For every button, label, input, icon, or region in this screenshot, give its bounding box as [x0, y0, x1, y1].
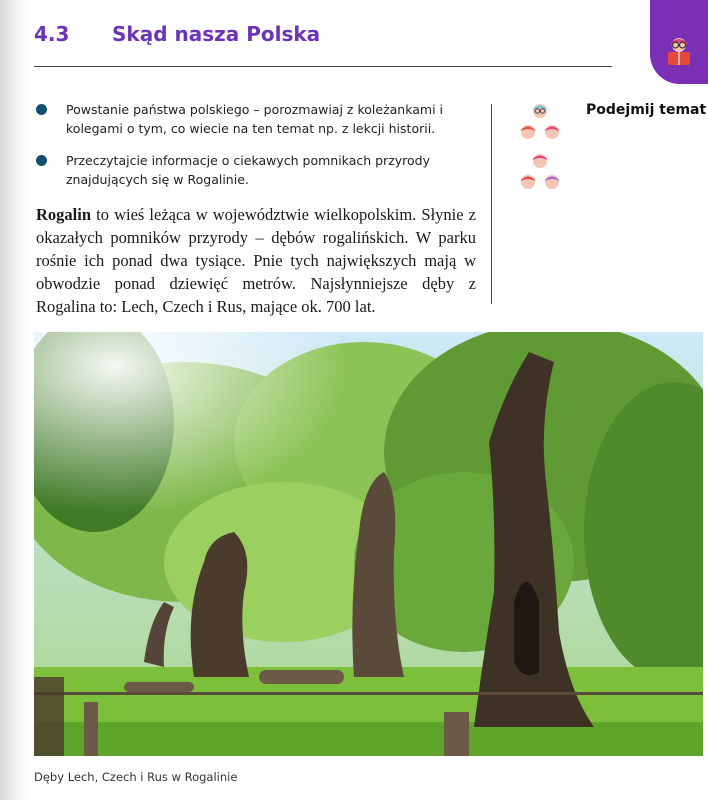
- article-body: to wieś leżąca w województwie wielkopolskim. Słynie z okazałych pomników przyrody – dębów rogalińskich. W parku rośnie ich ponad dwa tysiące. Pnie tych największych mają w obwodzie ponad dziewięć metrów. Najsłynniejsze dęby z Rogalina to: Lech, Czech i Rus, mające ok. 700 lat.: [36, 205, 476, 316]
- group-discussion-icon: [517, 152, 563, 194]
- header-divider: [34, 66, 612, 67]
- bullet-icon: [36, 155, 47, 166]
- section-header: [34, 22, 320, 46]
- chapter-ribbon: [650, 0, 708, 84]
- sidebar-divider: [491, 104, 492, 304]
- task-text: Powstanie państwa polskiego – porozmawiaj z koleżankami i kolegami o tym, co wiecie na ten temat np. z lekcji historii.: [66, 102, 443, 136]
- oak-trees-photo: [34, 332, 703, 756]
- task-item: [36, 100, 476, 138]
- section-number: 4.3: [34, 22, 70, 46]
- task-text: Przeczytajcie informacje o ciekawych pomnikach przyrody znajdujących się w Rogalinie.: [66, 153, 430, 187]
- article-lead-word: Rogalin: [36, 205, 92, 224]
- page-gutter-shadow: [0, 0, 30, 800]
- task-item: [36, 151, 476, 189]
- sidebar-label: Podejmij temat: [586, 102, 707, 118]
- task-list: [36, 100, 476, 202]
- student-reading-icon: [661, 36, 697, 66]
- section-title: Skąd nasza Polska: [112, 22, 321, 46]
- photo-caption: Dęby Lech, Czech i Rus w Rogalinie: [34, 770, 238, 784]
- bullet-icon: [36, 104, 47, 115]
- group-discussion-icon: [517, 102, 563, 144]
- article-text: [36, 203, 476, 318]
